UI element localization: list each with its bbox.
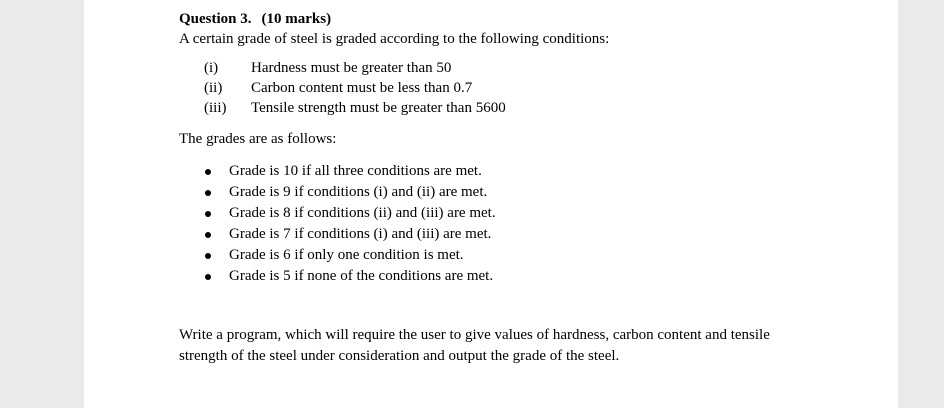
grade-item	[203, 224, 839, 245]
grades-list	[203, 161, 839, 287]
question-content	[179, 9, 839, 367]
grade-text: Grade is 9 if conditions (i) and (ii) are met.	[229, 184, 488, 200]
grade-item	[203, 203, 839, 224]
question-title: Question 3.	[179, 11, 252, 27]
grades-intro: The grades are as follows:	[179, 131, 337, 147]
grade-text: Grade is 10 if all three conditions are met.	[229, 163, 482, 179]
grade-text: Grade is 7 if conditions (i) and (iii) are met.	[229, 226, 492, 242]
bullet-icon	[205, 232, 211, 238]
task-paragraph: Write a program, which will require the user to give values of hardness, carbon content and tensile strength of the steel under consideration and output the grade of the steel.	[179, 327, 770, 364]
grade-item	[203, 182, 839, 203]
bullet-icon	[205, 169, 211, 175]
grade-item	[203, 266, 839, 287]
question-marks: (10 marks)	[261, 11, 332, 27]
condition-item	[204, 58, 839, 78]
grade-item	[203, 245, 839, 266]
condition-item	[204, 78, 839, 98]
condition-number: (iii)	[204, 100, 227, 116]
document-page	[84, 0, 898, 408]
bullet-icon	[205, 190, 211, 196]
question-heading	[179, 9, 839, 29]
condition-number: (i)	[204, 60, 219, 76]
grade-text: Grade is 8 if conditions (ii) and (iii) are met.	[229, 205, 496, 221]
bullet-icon	[205, 274, 211, 280]
conditions-list	[204, 58, 839, 118]
condition-text: Carbon content must be less than 0.7	[251, 80, 473, 96]
question-intro: A certain grade of steel is graded according to the following conditions:	[179, 31, 610, 47]
condition-text: Hardness must be greater than 50	[251, 60, 452, 76]
bullet-icon	[205, 211, 211, 217]
condition-text: Tensile strength must be greater than 5600	[251, 100, 506, 116]
condition-number: (ii)	[204, 80, 223, 96]
grade-text: Grade is 5 if none of the conditions are met.	[229, 268, 494, 284]
bullet-icon	[205, 253, 211, 259]
grade-text: Grade is 6 if only one condition is met.	[229, 247, 464, 263]
condition-item	[204, 98, 839, 118]
grade-item	[203, 161, 839, 182]
